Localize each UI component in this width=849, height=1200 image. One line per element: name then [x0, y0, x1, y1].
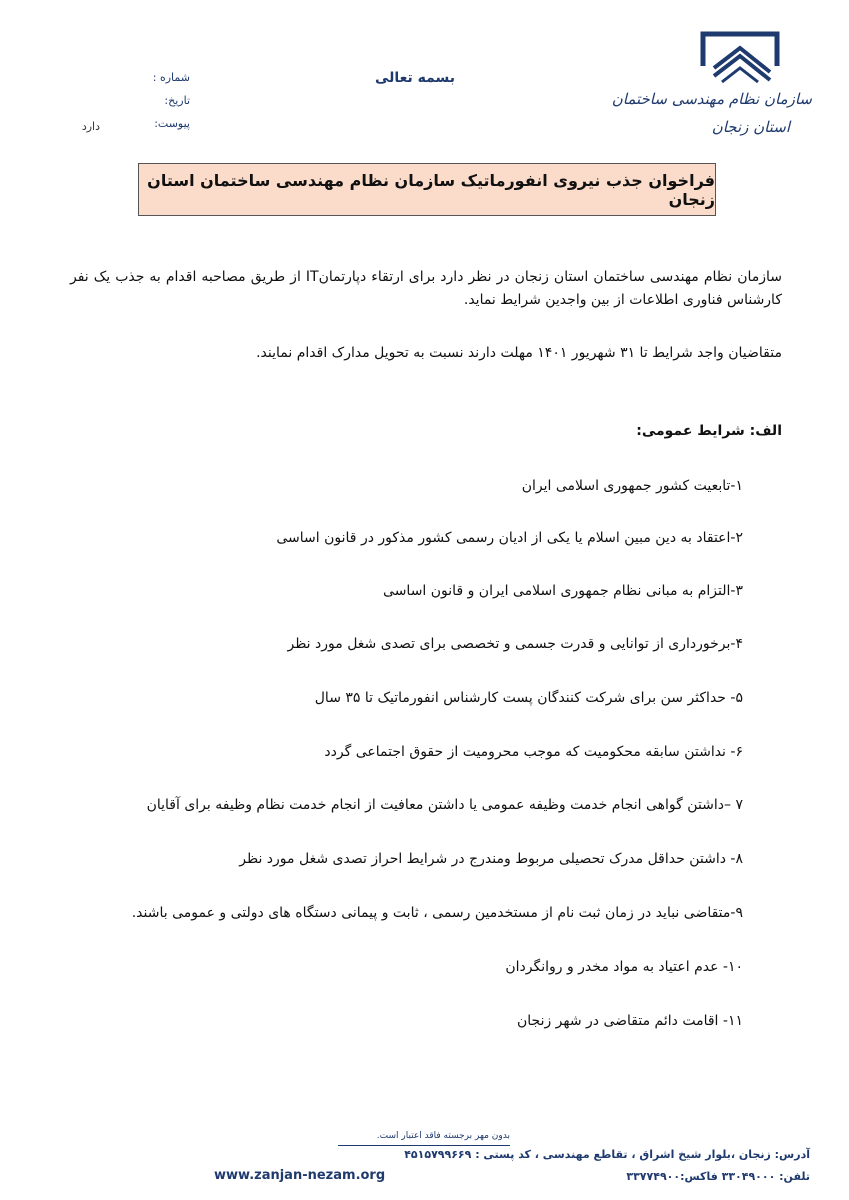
condition-item: ۴-برخورداری از توانایی و قدرت جسمی و تخصصی برای تصدی شغل مورد نظر	[287, 636, 743, 652]
footer-contact: تلفن: ۳۳۰۴۹۰۰۰ فاکس:۳۳۷۷۴۹۰۰	[626, 1170, 810, 1183]
condition-item: ۳-التزام به مبانی نظام جمهوری اسلامی ایران و قانون اساسی	[383, 583, 743, 599]
condition-item: ۲-اعتقاد به دین مبین اسلام یا یکی از ادیان رسمی کشور مذکور در قانون اساسی	[276, 530, 743, 546]
footer-website[interactable]: www.zanjan-nezam.org	[214, 1168, 386, 1183]
condition-item: ۸- داشتن حداقل مدرک تحصیلی مربوط ومندرج در شرایط احراز تصدی شغل مورد نظر	[239, 851, 743, 867]
condition-item: ۱-تابعیت کشور جمهوری اسلامی ایران	[521, 478, 743, 494]
attachment-label: پیوست:	[154, 117, 190, 130]
title-box	[138, 163, 716, 216]
deadline-paragraph: متقاضیان واجد شرایط تا ۳۱ شهریور ۱۴۰۱ مهلت دارند نسبت به تحویل مدارک اقدام نمایند.	[256, 345, 782, 361]
divider	[338, 1145, 510, 1146]
condition-item: ۵- حداکثر سن برای شرکت کنندگان پست کارشناس انفورماتیک تا ۳۵ سال	[314, 690, 743, 706]
condition-item: ۷ –داشتن گواهی انجام خدمت وظیفه عمومی یا داشتن معافیت از انجام خدمت نظام وظیفه برای آقایان	[146, 797, 743, 813]
logo-org-name: سازمان نظام مهندسی ساختمان	[611, 90, 812, 108]
stamp-note: بدون مهر برجسته فاقد اعتبار است.	[376, 1131, 510, 1141]
condition-item: ۱۰- عدم اعتیاد به مواد مخدر و روانگردان	[505, 959, 743, 975]
logo-province: استان زنجان	[711, 118, 790, 136]
condition-item: ۹-متقاضی نباید در زمان ثبت نام از مستخدمین رسمی ، ثابت و پیمانی دستگاه های دولتی و عمومی باشند.	[131, 905, 743, 921]
intro-paragraph: سازمان نظام مهندسی ساختمان استان زنجان در نظر دارد برای ارتقاء دپارتمانIT از طریق مصاحبه اقدام به جذب یک نفر کارشناس فناوری اطلاعات از بین واجدین شرایط نماید.	[70, 269, 782, 308]
organization-logo	[611, 28, 812, 148]
attachment-value: دارد	[81, 120, 100, 133]
footer-address: آدرس: زنجان ،بلوار شیخ اشراق ، تقاطع مهندسی ، کد پستی : ۴۵۱۵۷۹۹۶۶۹	[404, 1148, 810, 1161]
section-heading: الف: شرایط عمومی:	[636, 423, 782, 439]
letter-meta	[130, 66, 190, 135]
date-label: تاریخ:	[164, 94, 190, 107]
basmala: بسمه تعالی	[374, 70, 456, 86]
page-title: فراخوان جذب نیروی انفورماتیک سازمان نظام مهندسی ساختمان استان زنجان	[147, 170, 715, 209]
condition-item: ۶- نداشتن سابقه محکومیت که موجب محرومیت از حقوق اجتماعی گردد	[324, 744, 743, 760]
number-label: شماره :	[152, 71, 190, 84]
condition-item: ۱۱- اقامت دائم متقاضی در شهر زنجان	[516, 1013, 743, 1029]
building-roof-icon	[700, 28, 780, 84]
